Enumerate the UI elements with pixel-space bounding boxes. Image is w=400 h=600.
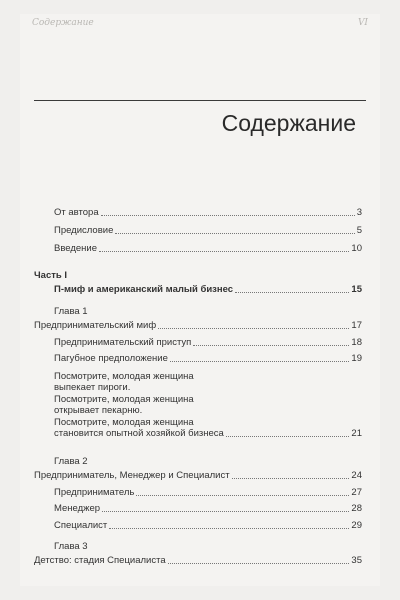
toc-entry-label: От автора xyxy=(54,207,99,218)
chapter-label: Глава 2 xyxy=(54,456,88,467)
toc-entry-page: 5 xyxy=(356,225,362,236)
toc-entry-page: 21 xyxy=(351,428,362,439)
book-page xyxy=(20,14,380,586)
toc-entry-label: Предпринимательский приступ xyxy=(54,337,192,348)
toc-entry-page: 19 xyxy=(351,353,362,364)
toc-entry-label: Пагубное предположение xyxy=(54,353,168,364)
leader-dots xyxy=(102,511,349,512)
toc-entry[interactable] xyxy=(54,337,362,348)
toc-entry-label: Менеджер xyxy=(54,503,101,514)
toc-multiline-line: Посмотрите, молодая женщина xyxy=(54,394,194,405)
leader-dots xyxy=(168,563,350,564)
part-title: П-миф и американский малый бизнес xyxy=(54,284,234,295)
leader-dots xyxy=(193,345,349,346)
chapter-title-entry[interactable] xyxy=(34,555,362,566)
leader-dots xyxy=(235,292,349,293)
toc-multiline-entry[interactable] xyxy=(54,371,362,439)
toc-entry[interactable] xyxy=(54,520,362,531)
chapter-title: Предприниматель, Менеджер и Специалист xyxy=(34,470,230,481)
part-page: 15 xyxy=(351,284,362,295)
part-title-entry[interactable] xyxy=(54,284,362,295)
toc-entry-page: 3 xyxy=(356,207,362,218)
chapter-title-entry[interactable] xyxy=(34,320,362,331)
leader-dots xyxy=(115,233,354,234)
leader-dots xyxy=(101,215,355,216)
toc-entry[interactable] xyxy=(54,353,362,364)
toc-multiline-line: Посмотрите, молодая женщина xyxy=(54,371,194,382)
leader-dots xyxy=(109,528,349,529)
toc-entry[interactable] xyxy=(54,207,362,218)
leader-dots xyxy=(99,251,349,252)
part-label: Часть I xyxy=(34,270,68,281)
toc-entry-label: Введение xyxy=(54,243,98,254)
toc-multiline-last-row xyxy=(54,428,362,439)
running-head-left: Содержание xyxy=(32,18,94,28)
leader-dots xyxy=(170,361,350,362)
leader-dots xyxy=(226,436,350,437)
chapter-title: Детство: стадия Специалиста xyxy=(34,555,166,566)
chapter-title: Предпринимательский миф xyxy=(34,320,157,331)
toc-entry-label: Предисловие xyxy=(54,225,114,236)
toc-multiline-line: становится опытной хозяйкой бизнеса xyxy=(54,428,224,439)
running-head xyxy=(32,18,368,28)
toc-entry-page: 18 xyxy=(351,337,362,348)
toc-entry[interactable] xyxy=(54,503,362,514)
toc-entry-label: Предприниматель xyxy=(54,487,135,498)
toc-multiline-line: Посмотрите, молодая женщина xyxy=(54,417,194,428)
chapter-page: 24 xyxy=(351,470,362,481)
chapter-label: Глава 3 xyxy=(54,541,88,552)
toc-multiline-line: открывает пекарню. xyxy=(54,405,143,416)
toc-entry-page: 10 xyxy=(351,243,362,254)
header-rule xyxy=(34,100,366,101)
toc-entry-page: 29 xyxy=(351,520,362,531)
toc-entry-page: 27 xyxy=(351,487,362,498)
running-head-right: VI xyxy=(357,18,368,28)
chapter-page: 17 xyxy=(351,320,362,331)
toc-entry[interactable] xyxy=(54,225,362,236)
chapter-title-entry[interactable] xyxy=(34,470,362,481)
chapter-page: 35 xyxy=(351,555,362,566)
toc-entry-label: Специалист xyxy=(54,520,108,531)
page-title: Содержание xyxy=(221,110,356,136)
chapter-label: Глава 1 xyxy=(54,306,88,317)
toc-entry[interactable] xyxy=(54,487,362,498)
leader-dots xyxy=(232,478,350,479)
toc-multiline-line: выпекает пироги. xyxy=(54,382,131,393)
leader-dots xyxy=(158,328,349,329)
toc-entry[interactable] xyxy=(54,243,362,254)
leader-dots xyxy=(136,495,349,496)
toc-entry-page: 28 xyxy=(351,503,362,514)
